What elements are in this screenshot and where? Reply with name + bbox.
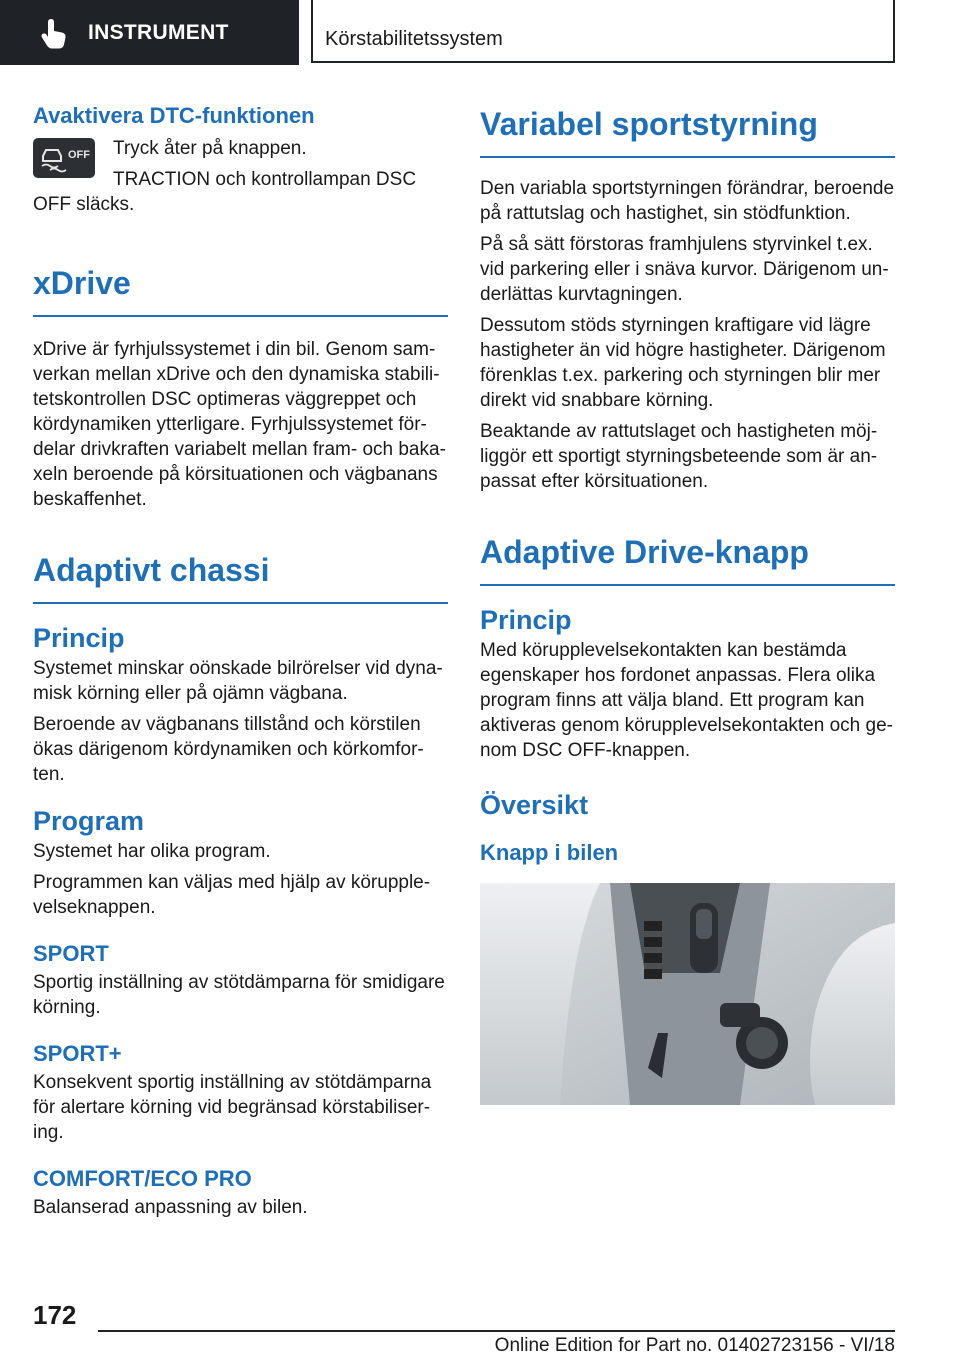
svg-text:OFF: OFF (68, 149, 90, 161)
section-tab (0, 0, 299, 65)
steering-paragraph-1: Den variabla sportstyrningen förändrar, beroende på rattutslag och hastighet, sin stödfunktion. (480, 178, 895, 224)
oversikt-heading: Översikt (480, 790, 589, 820)
sport-paragraph: Sportig inställning av stötdämparna för smidigare körning. (33, 972, 445, 1018)
comfort-heading: COMFORT/ECO PRO (33, 1166, 252, 1191)
chapter-tab (311, 0, 895, 63)
sportplus-paragraph: Konsekvent sportig inställning av stötdämparna för alertare körning vid begränsad körstabilisering. (33, 1072, 432, 1143)
adaptive-heading: Adaptive Drive-knapp (480, 530, 895, 586)
dtc-step-2-first: TRACTION och kontrollampan DSC (113, 169, 417, 190)
dsc-off-button-icon (33, 138, 95, 178)
chassis-heading: Adaptivt chassi (33, 548, 448, 604)
section-title: INSTRUMENT (88, 20, 229, 44)
xdrive-heading: xDrive (33, 261, 448, 317)
dtc-step-1: Tryck åter på knappen. (113, 138, 307, 159)
right-column (480, 102, 895, 1110)
program-heading: Program (33, 806, 145, 836)
steering-paragraph-2: På så sätt förstoras framhjulens styrvinkel t.ex. vid parkering eller i snäva kurvor. Därigenom underlättas kurvtagningen. (480, 234, 889, 305)
adaptive-princip-paragraph: Med körupplevelsekontakten kan bestämda egenskaper hos fordonet anpassas. Flera olika program finns att välja bland. Ett program kan aktiveras genom körupplevelsekontakten och genom DSC OFF-knappen. (480, 640, 893, 761)
xdrive-paragraph: xDrive är fyrhjulssystemet i din bil. Genom samverkan mellan xDrive och den dynamiska stabilitetskontrollen DSC optimeras väggreppet och kördynamiken ytterligare. Fyrhjulssystemet fördelar drivkraften variabelt mellan fram- och bakaxeln beroende på körsituationen och vägbanans beskaffenhet. (33, 339, 446, 510)
dtc-heading: Avaktivera DTC-funktionen (33, 103, 315, 128)
edition-text: Online Edition for Part no. 01402723156 - VI/18 (494, 1335, 895, 1356)
steering-paragraph-4: Beaktande av rattutslaget och hastigheten möjliggör ett sportigt styrningsbeteende som är anpassat efter körsituationen. (480, 421, 878, 492)
skidding-car-icon (37, 142, 91, 174)
princip-paragraph-1: Systemet minskar oönskade bilrörelser vid dynamisk körning eller på ojämn vägbana. (33, 658, 443, 704)
comfort-paragraph: Balanserad anpassning av bilen. (33, 1197, 308, 1218)
left-column (33, 100, 448, 1220)
program-paragraph-1: Systemet har olika program. (33, 841, 271, 862)
knapp-heading: Knapp i bilen (480, 840, 619, 865)
sport-heading: SPORT (33, 941, 109, 966)
footer-divider (98, 1330, 895, 1332)
center-console-photo (480, 883, 895, 1105)
steering-heading: Variabel sportstyrning (480, 102, 895, 158)
page-number: 172 (33, 1300, 77, 1330)
princip-paragraph-2: Beroende av vägbanans tillstånd och körstilen ökas därigenom kördynamiken och körkomforten. (33, 714, 424, 785)
steering-paragraph-3: Dessutom stöds styrningen kraftigare vid lägre hastigheter än vid högre hastigheter. Därigenom förenklas t.ex. parkering och styrningen blir mer direkt vid snabbare körning. (480, 315, 886, 411)
princip-heading: Princip (33, 623, 125, 653)
dtc-instruction (33, 136, 448, 192)
dtc-step-2-cont: OFF släcks. (33, 194, 135, 215)
sportplus-heading: SPORT+ (33, 1041, 122, 1066)
hand-pointer-icon (38, 16, 72, 50)
chapter-title: Körstabilitetssystem (325, 28, 503, 50)
adaptive-princip-heading: Princip (480, 605, 572, 635)
program-paragraph-2: Programmen kan väljas med hjälp av körupplevelseknappen. (33, 872, 431, 918)
